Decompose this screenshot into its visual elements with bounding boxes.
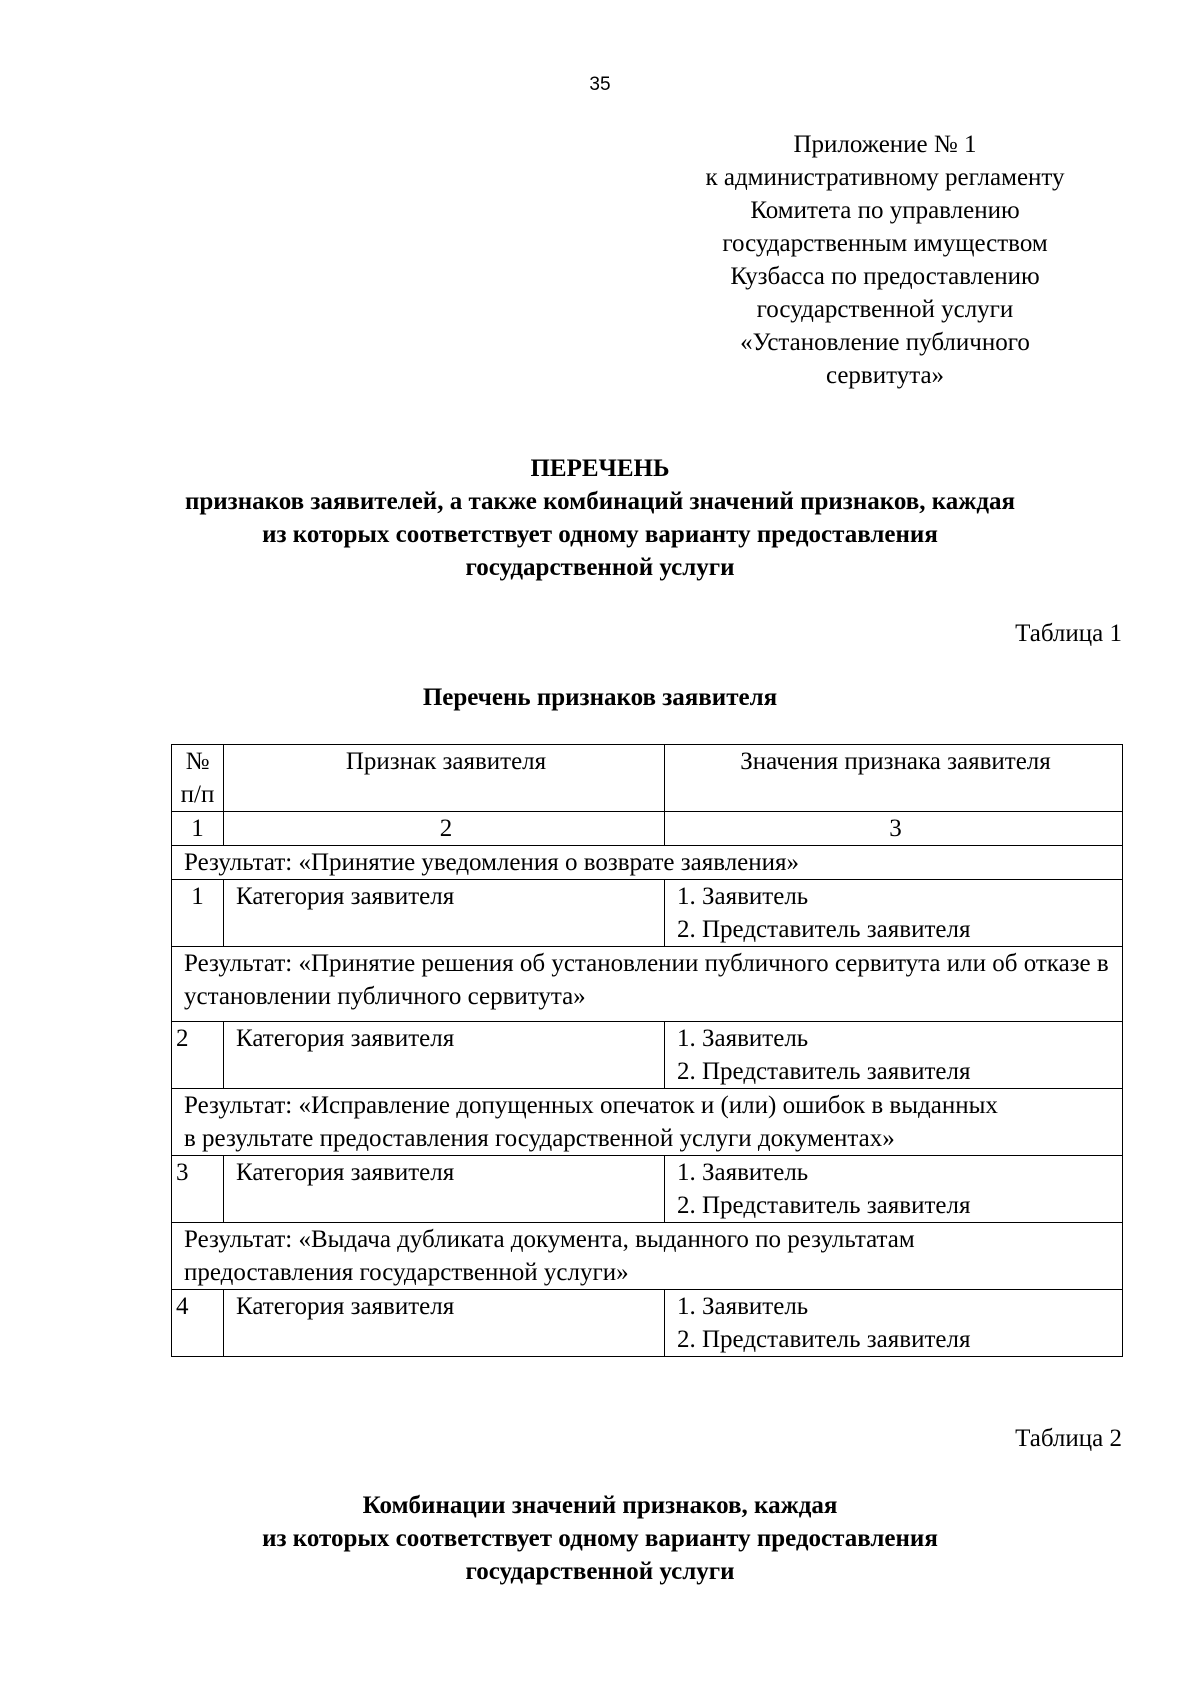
result-text: Результат: «Исправление допущенных опечаток и (или) ошибок в выданных в результате предоставления государственной услуги документах» [172,1089,1123,1156]
appendix-line: Комитета по управлению [750,197,1020,224]
column-number: 1 [172,812,224,846]
caption-line: Комбинации значений признаков, каждая [362,1492,838,1519]
page-number: 35 [589,74,611,95]
table-header-row [172,745,1123,812]
result-row [172,947,1123,1022]
document-title [0,452,1200,584]
appendix-line: государственной услуги [756,296,1014,323]
table2-caption [0,1489,1200,1588]
result-text: Результат: «Выдача дубликата документа, выданного по результатам предоставления государственной услуги» [172,1223,1123,1290]
header-number: № п/п [172,745,224,812]
value-item: 2. Представитель заявителя [677,1058,971,1085]
value-item: 2. Представитель заявителя [677,1192,971,1219]
appendix-line: сервитута» [825,362,945,389]
value-item: 2. Представитель заявителя [677,916,971,943]
result-row [172,1223,1123,1290]
result-text: Результат: «Принятие решения об установлении публичного сервитута или об отказе в установлении публичного сервитута» [172,947,1123,1022]
table-row [172,1156,1123,1223]
row-values [665,1290,1123,1357]
row-number: 3 [172,1156,224,1223]
row-number: 2 [172,1022,224,1089]
column-number: 2 [224,812,665,846]
column-number-row [172,812,1123,846]
value-item: 1. Заявитель [677,883,809,910]
row-criterion: Категория заявителя [224,1156,665,1223]
value-item: 1. Заявитель [677,1159,809,1186]
title-line: признаков заявителей, а также комбинаций значений признаков, каждая [184,488,1016,515]
title-heading: ПЕРЕЧЕНЬ [530,455,670,482]
appendix-line: Кузбасса по предоставлению [730,263,1040,290]
row-criterion: Категория заявителя [224,1290,665,1357]
appendix-line: «Установление публичного [740,329,1030,356]
table-row [172,880,1123,947]
table-row [172,1290,1123,1357]
title-line: государственной услуги [465,554,735,581]
column-number: 3 [665,812,1123,846]
table1-label: Таблица 1 [1015,620,1122,647]
row-number: 1 [172,880,224,947]
table1-caption: Перечень признаков заявителя [422,684,778,711]
row-number: 4 [172,1290,224,1357]
value-item: 2. Представитель заявителя [677,1326,971,1353]
appendix-line: государственным имуществом [722,230,1048,257]
value-item: 1. Заявитель [677,1025,809,1052]
value-item: 1. Заявитель [677,1293,809,1320]
header-values: Значения признака заявителя [665,745,1123,812]
table2-label: Таблица 2 [1015,1425,1122,1452]
row-values [665,1156,1123,1223]
criteria-table [171,744,1123,1357]
row-values [665,1022,1123,1089]
result-row [172,1089,1123,1156]
row-criterion: Категория заявителя [224,880,665,947]
result-text: Результат: «Принятие уведомления о возврате заявления» [172,846,1123,880]
title-line: из которых соответствует одному варианту предоставления [262,521,938,548]
appendix-line: Приложение № 1 [793,131,977,158]
table-row [172,1022,1123,1089]
appendix-header [635,128,1135,392]
row-criterion: Категория заявителя [224,1022,665,1089]
row-values [665,880,1123,947]
header-criterion: Признак заявителя [224,745,665,812]
caption-line: государственной услуги [465,1558,735,1585]
appendix-line: к административному регламенту [705,164,1065,191]
result-row [172,846,1123,880]
caption-line: из которых соответствует одному варианту предоставления [262,1525,938,1552]
